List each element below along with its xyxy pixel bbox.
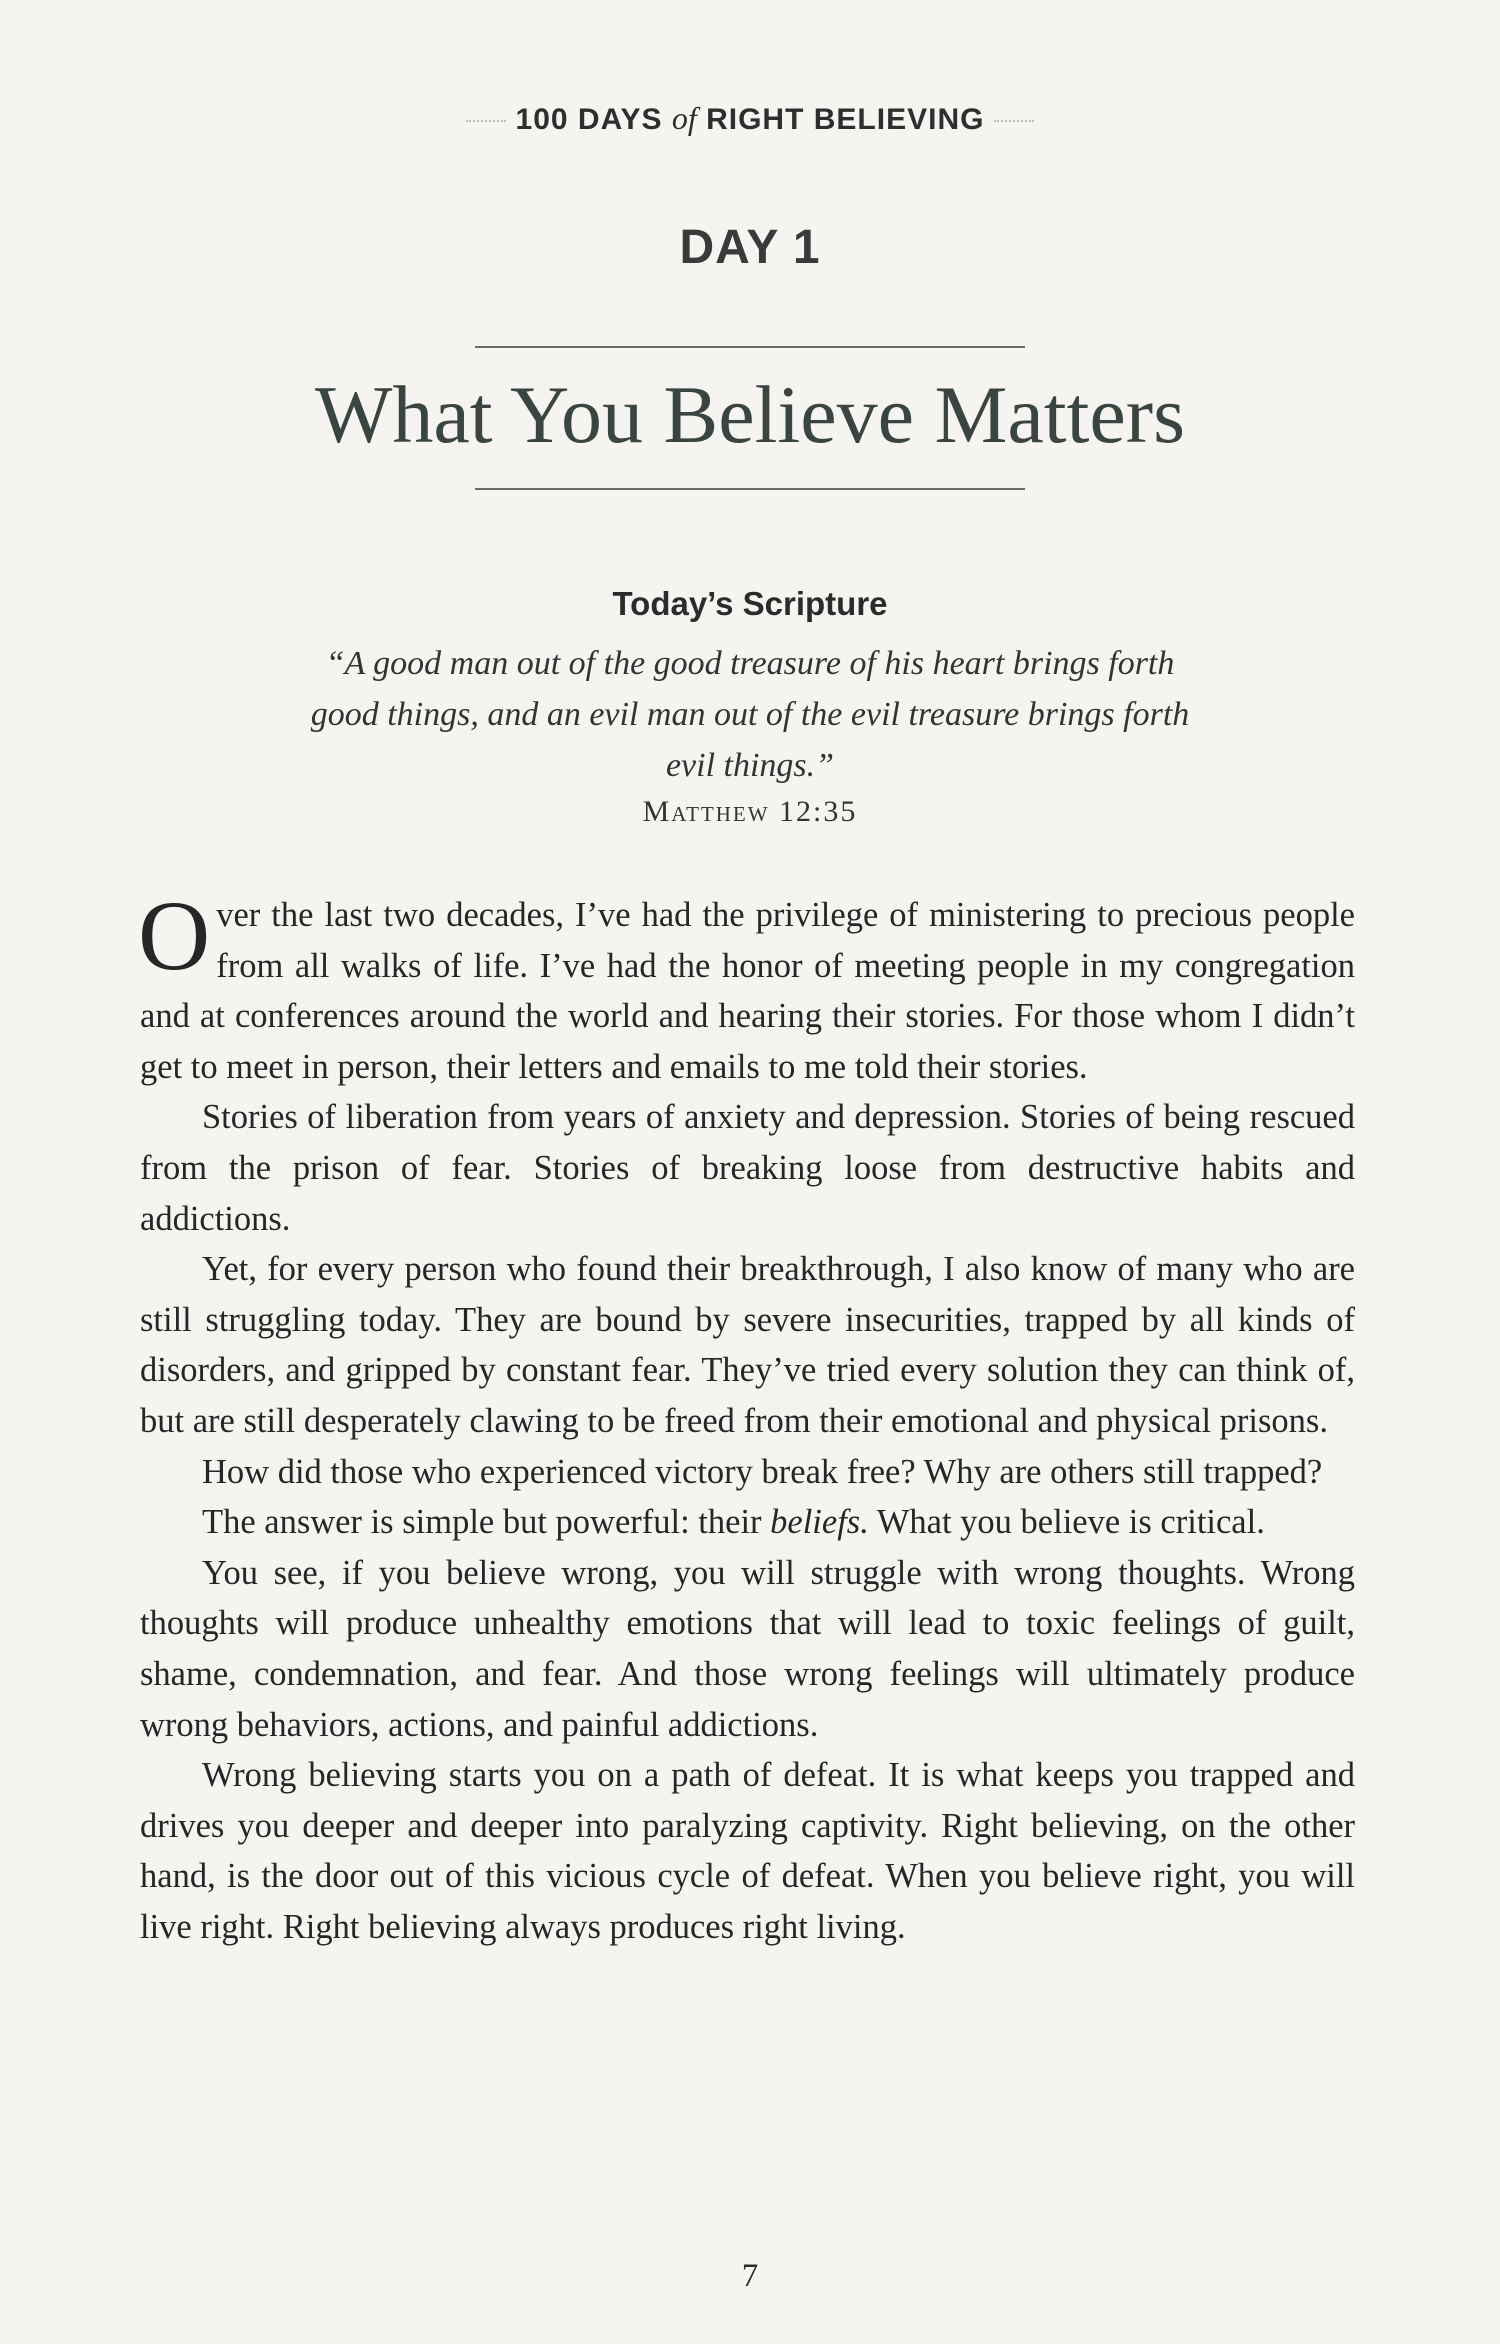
body-text bbox=[138, 880, 1355, 1952]
scripture-heading: Today’s Scripture bbox=[612, 585, 888, 622]
running-head-right-ornament bbox=[994, 120, 1034, 122]
paragraph-7: Wrong believing starts you on a path of defeat. It is what keeps you trapped and drives you deeper and deeper into paralyzing captivity. Right believing, on the other hand, is the door out of this vicious cycle of defeat. When you believe right, you will live right. Right believing always produces right living. bbox=[140, 1756, 1355, 1946]
title-bottom-rule bbox=[475, 488, 1025, 490]
running-head-of: of bbox=[671, 100, 697, 136]
paragraph-4: How did those who experienced victory break free? Why are others still trapped? bbox=[202, 1452, 1323, 1491]
paragraph-1-text: ver the last two decades, I’ve had the privilege of ministering to precious people from all walks of life. I’ve had the honor of meeting people in my congregation and at conferences around the world and hearing their stories. For those whom I didn’t get to meet in person, their letters and emails to me told their stories. bbox=[140, 896, 1355, 1086]
chapter-title: What You Believe Matters bbox=[315, 369, 1185, 460]
scripture-quote: “A good man out of the good treasure of his heart brings forth good things, and an evil man out of the evil treasure brings forth evil things.” bbox=[310, 645, 1190, 784]
paragraph-5 bbox=[140, 1497, 1355, 1548]
running-head-book-title: 100 DAYS bbox=[515, 103, 663, 136]
running-head bbox=[0, 100, 1500, 137]
day-label: DAY 1 bbox=[679, 221, 821, 274]
scripture-reference: Matthew 12:35 bbox=[642, 795, 858, 828]
paragraph-5-emphasis: beliefs. bbox=[770, 1503, 869, 1542]
running-head-book-subtitle: RIGHT BELIEVING bbox=[706, 103, 985, 136]
paragraph-6: You see, if you believe wrong, you will struggle with wrong thoughts. Wrong thoughts will produce unhealthy emotions that will lead to toxic feelings of guilt, shame, condemnation, and fear. And those wrong feelings will ultimately produce wrong behaviors, actions, and painful addictions. bbox=[140, 1553, 1355, 1744]
drop-cap: O bbox=[138, 880, 211, 991]
paragraph-2: Stories of liberation from years of anxiety and depression. Stories of being rescued from the prison of fear. Stories of breaking loose from destructive habits and addictions. bbox=[140, 1098, 1355, 1238]
title-top-rule bbox=[475, 346, 1025, 348]
paragraph-1 bbox=[138, 880, 1355, 1092]
page-number: 7 bbox=[741, 2258, 759, 2294]
running-head-left-ornament bbox=[466, 120, 506, 122]
paragraph-5-text-b: What you believe is critical. bbox=[868, 1503, 1265, 1542]
paragraph-3: Yet, for every person who found their breakthrough, I also know of many who are still struggling today. They are bound by severe insecurities, trapped by all kinds of disorders, and gripped by constant fear. They’ve tried every solution they can think of, but are still desperately clawing to be freed from their emotional and physical prisons. bbox=[140, 1250, 1355, 1440]
paragraph-5-text-a: The answer is simple but powerful: their bbox=[202, 1503, 771, 1542]
